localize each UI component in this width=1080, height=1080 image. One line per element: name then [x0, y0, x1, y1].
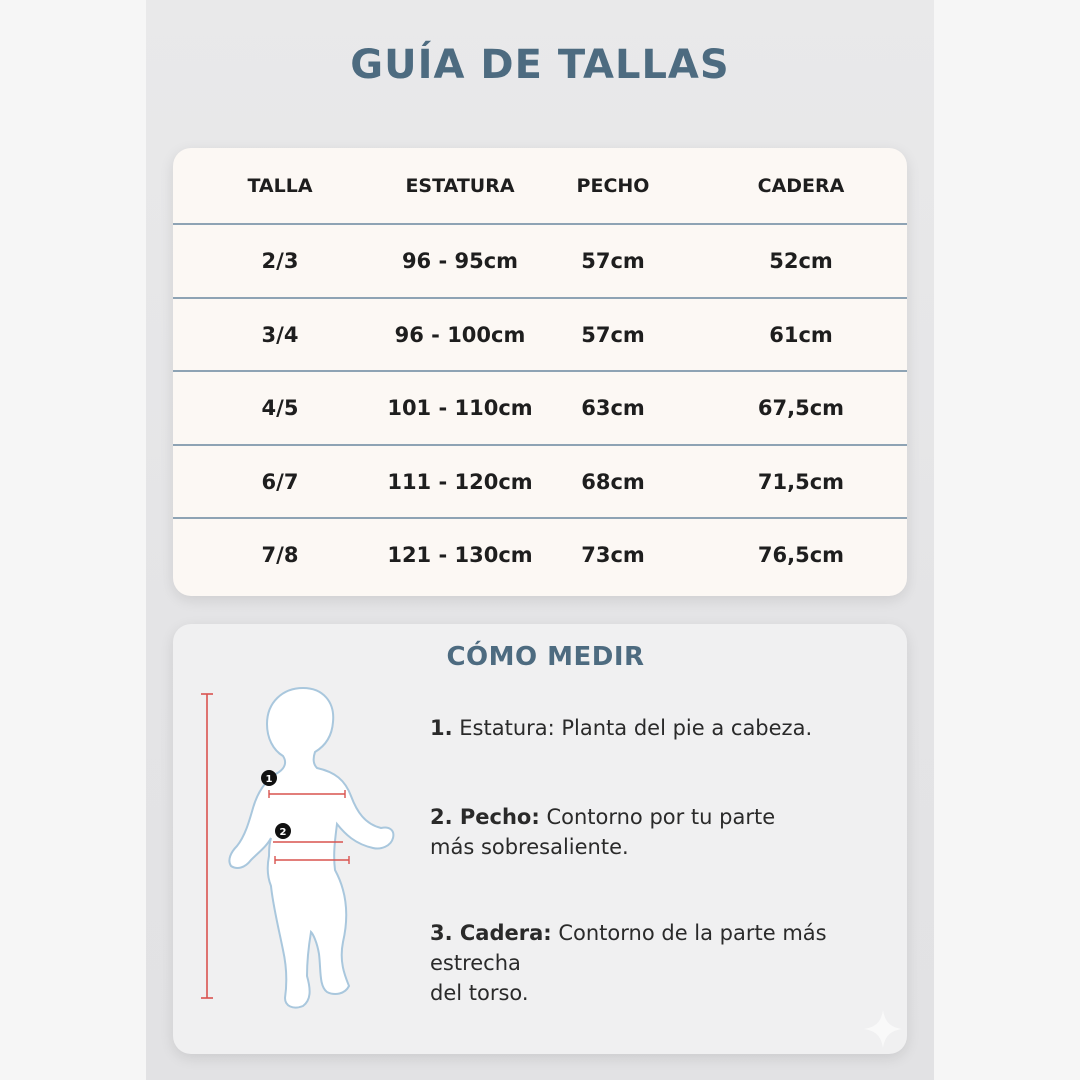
table-row [173, 372, 907, 445]
how-to-measure-card [173, 624, 907, 1054]
child-figure-illustration [195, 680, 405, 1010]
cell-pecho: 57cm [581, 323, 645, 347]
how-to-measure-title: CÓMO MEDIR [446, 642, 645, 672]
step-text: Contorno de la parte más estrecha [430, 921, 827, 975]
table-row [173, 225, 907, 298]
cell-cadera: 61cm [769, 323, 833, 347]
cell-cadera: 71,5cm [757, 470, 845, 494]
table-row [173, 446, 907, 519]
step-text: Estatura: Planta del pie a cabeza. [452, 716, 813, 740]
right-margin [934, 0, 1080, 1080]
step-label: 1. [430, 716, 453, 740]
cell-pecho: 63cm [581, 396, 645, 420]
cell-talla: 2/3 [261, 249, 299, 273]
left-margin [0, 0, 146, 1080]
header-talla: TALLA [247, 175, 313, 197]
cell-talla: 4/5 [261, 396, 299, 420]
cell-estatura: 121 - 130cm [387, 543, 533, 567]
sparkle-icon [862, 1008, 904, 1050]
cell-cadera: 52cm [769, 249, 833, 273]
table-row [173, 519, 907, 592]
cell-talla: 6/7 [261, 470, 299, 494]
size-table [173, 148, 907, 596]
cell-estatura: 111 - 120cm [387, 470, 533, 494]
step-hip [430, 918, 910, 1008]
cell-talla: 7/8 [261, 543, 299, 567]
table-header-row [173, 150, 907, 223]
step-text: Contorno por tu parte [539, 805, 776, 829]
step-label: 3. Cadera: [430, 921, 552, 945]
child-silhouette [229, 688, 393, 1008]
cell-cadera: 76,5cm [757, 543, 845, 567]
cell-talla: 3/4 [261, 323, 299, 347]
step-text-continued: más sobresaliente. [430, 835, 629, 859]
marker-1-label: 1 [265, 774, 273, 785]
header-cadera: CADERA [757, 175, 845, 197]
step-chest [430, 802, 910, 862]
step-text-continued: del torso. [430, 981, 529, 1005]
cell-pecho: 73cm [581, 543, 645, 567]
step-height [430, 713, 910, 743]
marker-2-label: 2 [279, 827, 287, 838]
cell-estatura: 96 - 95cm [401, 249, 519, 273]
cell-cadera: 67,5cm [757, 396, 845, 420]
step-label: 2. Pecho: [430, 805, 540, 829]
cell-estatura: 101 - 110cm [387, 396, 533, 420]
header-estatura: ESTATURA [405, 175, 515, 197]
cell-pecho: 68cm [581, 470, 645, 494]
table-row [173, 299, 907, 372]
cell-estatura: 96 - 100cm [394, 323, 526, 347]
page-title: GUÍA DE TALLAS [350, 42, 730, 88]
header-pecho: PECHO [576, 175, 650, 197]
cell-pecho: 57cm [581, 249, 645, 273]
